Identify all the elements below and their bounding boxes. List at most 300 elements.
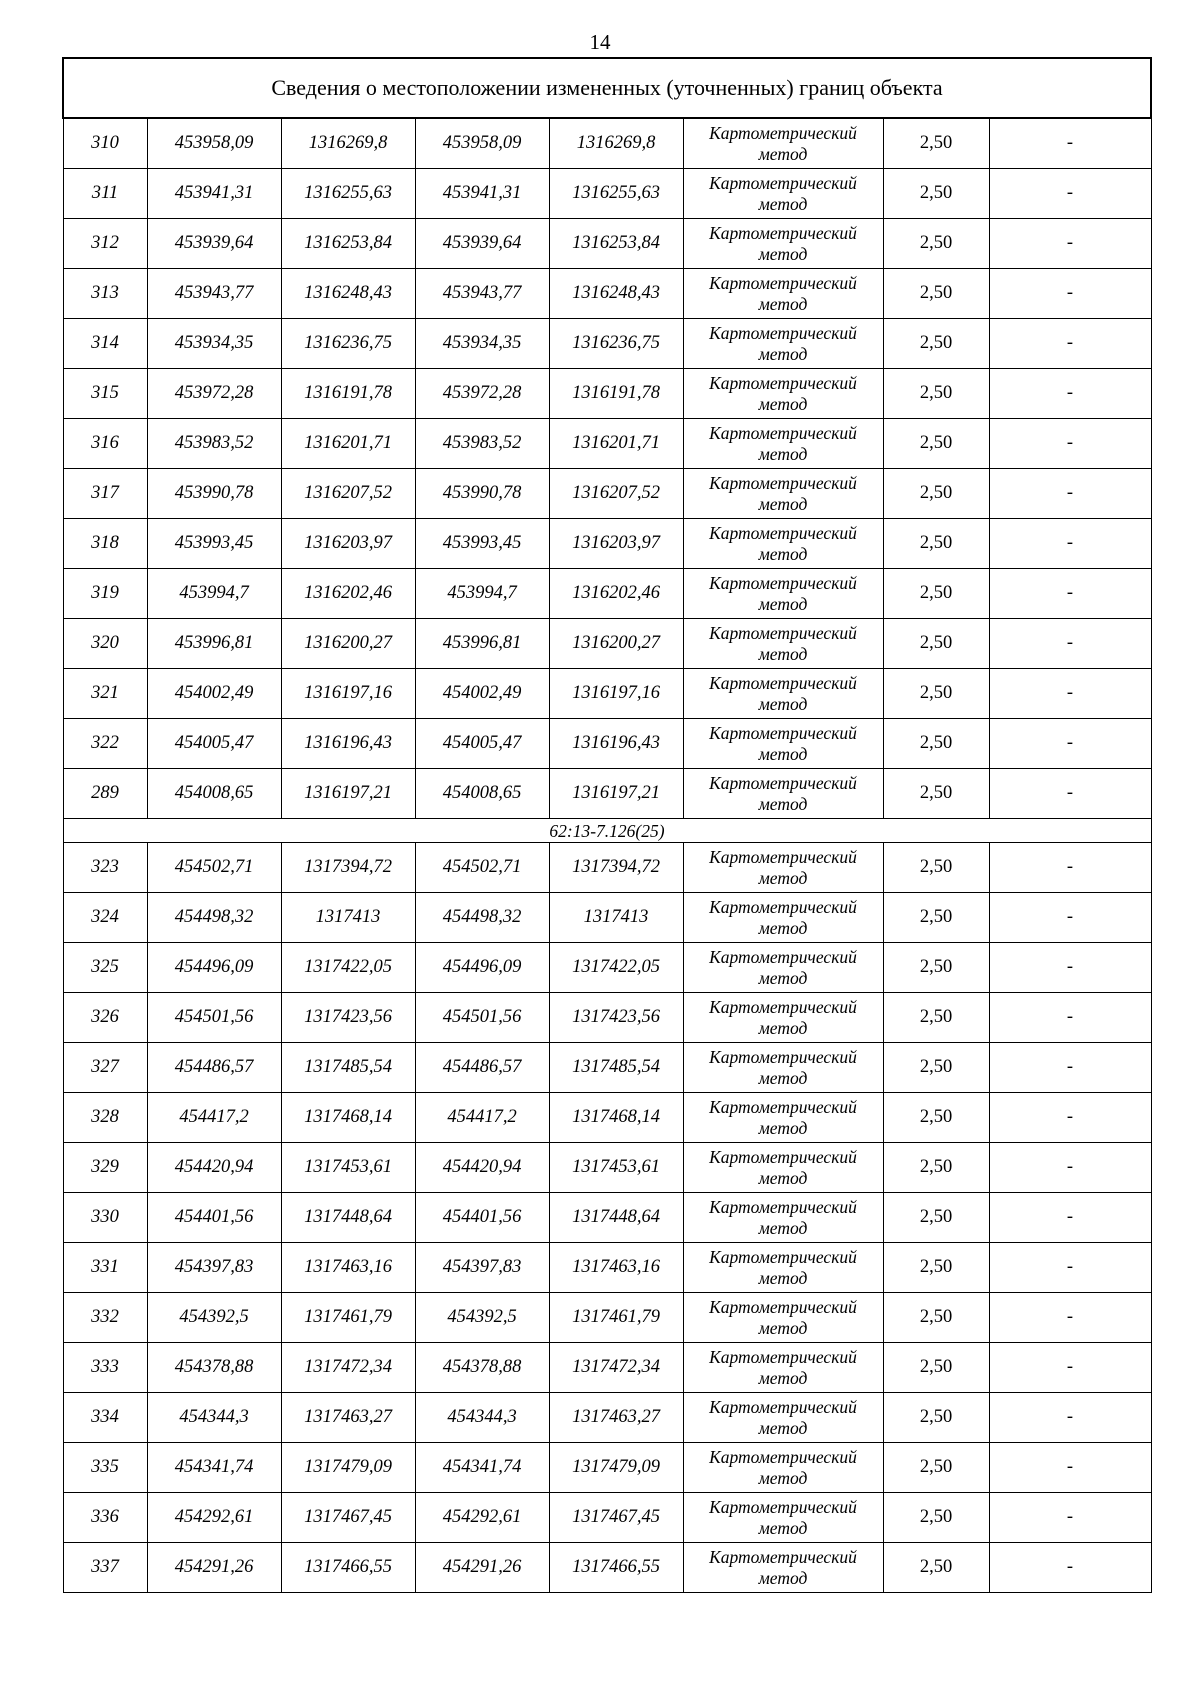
y-new-cell: 1317422,05	[549, 943, 683, 993]
method-line-1: Картометрический	[709, 1046, 857, 1067]
y-old-cell: 1316200,27	[281, 619, 415, 669]
x-new-cell: 454498,32	[415, 893, 549, 943]
method-line-2: метод	[758, 1567, 808, 1588]
note-cell: -	[989, 719, 1151, 769]
method-line-1: Картометрический	[709, 1546, 857, 1567]
method-cell	[683, 1243, 883, 1293]
method-cell	[683, 169, 883, 219]
accuracy-cell: 2,50	[883, 1143, 989, 1193]
method-cell	[683, 893, 883, 943]
method-line-1: Картометрический	[709, 1196, 857, 1217]
y-new-cell: 1317472,34	[549, 1343, 683, 1393]
accuracy-cell: 2,50	[883, 1093, 989, 1143]
method-cell	[683, 469, 883, 519]
x-new-cell: 453958,09	[415, 118, 549, 169]
x-old-cell: 453996,81	[147, 619, 281, 669]
table-row	[63, 469, 1151, 519]
note-cell: -	[989, 569, 1151, 619]
point-number-cell: 334	[63, 1393, 147, 1443]
table-row	[63, 1393, 1151, 1443]
page-number: 14	[589, 30, 611, 54]
table-row	[63, 1043, 1151, 1093]
y-old-cell: 1317466,55	[281, 1543, 415, 1593]
y-new-cell: 1317463,27	[549, 1393, 683, 1443]
point-number-cell: 330	[63, 1193, 147, 1243]
y-new-cell: 1317448,64	[549, 1193, 683, 1243]
x-old-cell: 454496,09	[147, 943, 281, 993]
point-number-cell: 322	[63, 719, 147, 769]
y-old-cell: 1316197,16	[281, 669, 415, 719]
accuracy-cell: 2,50	[883, 719, 989, 769]
method-line-2: метод	[758, 917, 808, 938]
x-new-cell: 453943,77	[415, 269, 549, 319]
x-new-cell: 454502,71	[415, 843, 549, 893]
y-new-cell: 1316196,43	[549, 719, 683, 769]
method-line-1: Картометрический	[709, 946, 857, 967]
method-line-1: Картометрический	[709, 846, 857, 867]
y-old-cell: 1317472,34	[281, 1343, 415, 1393]
method-cell	[683, 369, 883, 419]
table-row	[63, 219, 1151, 269]
method-cell	[683, 569, 883, 619]
note-cell: -	[989, 1093, 1151, 1143]
table-row	[63, 1443, 1151, 1493]
note-cell: -	[989, 843, 1151, 893]
method-cell	[683, 1543, 883, 1593]
table-row	[63, 1543, 1151, 1593]
y-new-cell: 1316248,43	[549, 269, 683, 319]
x-new-cell: 454002,49	[415, 669, 549, 719]
y-old-cell: 1316201,71	[281, 419, 415, 469]
y-new-cell: 1316269,8	[549, 118, 683, 169]
x-new-cell: 454344,3	[415, 1393, 549, 1443]
method-line-1: Картометрический	[709, 1346, 857, 1367]
x-old-cell: 453972,28	[147, 369, 281, 419]
x-old-cell: 454397,83	[147, 1243, 281, 1293]
method-line-2: метод	[758, 1317, 808, 1338]
accuracy-cell: 2,50	[883, 893, 989, 943]
table-row	[63, 1293, 1151, 1343]
point-number-cell: 310	[63, 118, 147, 169]
y-old-cell: 1317422,05	[281, 943, 415, 993]
x-old-cell: 454502,71	[147, 843, 281, 893]
x-old-cell: 453983,52	[147, 419, 281, 469]
method-cell	[683, 1143, 883, 1193]
note-cell: -	[989, 1443, 1151, 1493]
y-old-cell: 1317485,54	[281, 1043, 415, 1093]
x-old-cell: 454401,56	[147, 1193, 281, 1243]
x-new-cell: 453941,31	[415, 169, 549, 219]
table-row	[63, 1243, 1151, 1293]
y-old-cell: 1316269,8	[281, 118, 415, 169]
point-number-cell: 333	[63, 1343, 147, 1393]
method-line-2: метод	[758, 1517, 808, 1538]
point-number-cell: 319	[63, 569, 147, 619]
accuracy-cell: 2,50	[883, 369, 989, 419]
y-old-cell: 1317448,64	[281, 1193, 415, 1243]
accuracy-cell: 2,50	[883, 1343, 989, 1393]
note-cell: -	[989, 1043, 1151, 1093]
method-line-2: метод	[758, 443, 808, 464]
y-new-cell: 1316202,46	[549, 569, 683, 619]
note-cell: -	[989, 1393, 1151, 1443]
accuracy-cell: 2,50	[883, 1293, 989, 1343]
method-line-2: метод	[758, 793, 808, 814]
y-old-cell: 1317453,61	[281, 1143, 415, 1193]
note-cell: -	[989, 169, 1151, 219]
x-old-cell: 453943,77	[147, 269, 281, 319]
x-old-cell: 454392,5	[147, 1293, 281, 1343]
y-new-cell: 1316201,71	[549, 419, 683, 469]
y-new-cell: 1316236,75	[549, 319, 683, 369]
accuracy-cell: 2,50	[883, 1493, 989, 1543]
method-cell	[683, 269, 883, 319]
note-cell: -	[989, 1493, 1151, 1543]
table-row	[63, 569, 1151, 619]
y-old-cell: 1317463,16	[281, 1243, 415, 1293]
point-number-cell: 320	[63, 619, 147, 669]
method-line-1: Картометрический	[709, 1446, 857, 1467]
x-new-cell: 453972,28	[415, 369, 549, 419]
table-row	[63, 843, 1151, 893]
note-cell: -	[989, 419, 1151, 469]
table-row	[63, 369, 1151, 419]
x-old-cell: 453939,64	[147, 219, 281, 269]
method-line-2: метод	[758, 493, 808, 514]
x-new-cell: 454292,61	[415, 1493, 549, 1543]
y-old-cell: 1317463,27	[281, 1393, 415, 1443]
table-row	[63, 1493, 1151, 1543]
y-old-cell: 1316196,43	[281, 719, 415, 769]
method-line-2: метод	[758, 1017, 808, 1038]
table-row	[63, 118, 1151, 169]
y-new-cell: 1317453,61	[549, 1143, 683, 1193]
y-new-cell: 1317413	[549, 893, 683, 943]
x-new-cell: 454392,5	[415, 1293, 549, 1343]
method-line-2: метод	[758, 867, 808, 888]
accuracy-cell: 2,50	[883, 219, 989, 269]
x-new-cell: 453993,45	[415, 519, 549, 569]
note-cell: -	[989, 893, 1151, 943]
method-line-1: Картометрический	[709, 572, 857, 593]
method-cell	[683, 943, 883, 993]
note-cell: -	[989, 1543, 1151, 1593]
x-new-cell: 454397,83	[415, 1243, 549, 1293]
y-new-cell: 1317394,72	[549, 843, 683, 893]
point-number-cell: 315	[63, 369, 147, 419]
method-line-2: метод	[758, 393, 808, 414]
method-line-2: метод	[758, 193, 808, 214]
table-row	[63, 519, 1151, 569]
accuracy-cell: 2,50	[883, 619, 989, 669]
y-new-cell: 1316197,21	[549, 769, 683, 819]
method-line-1: Картометрический	[709, 1296, 857, 1317]
point-number-cell: 324	[63, 893, 147, 943]
note-cell: -	[989, 519, 1151, 569]
y-old-cell: 1317467,45	[281, 1493, 415, 1543]
method-line-2: метод	[758, 1367, 808, 1388]
accuracy-cell: 2,50	[883, 269, 989, 319]
method-cell	[683, 1043, 883, 1093]
note-cell: -	[989, 619, 1151, 669]
method-line-1: Картометрический	[709, 222, 857, 243]
x-new-cell: 454008,65	[415, 769, 549, 819]
method-line-2: метод	[758, 743, 808, 764]
x-old-cell: 454008,65	[147, 769, 281, 819]
method-line-2: метод	[758, 1267, 808, 1288]
y-new-cell: 1316203,97	[549, 519, 683, 569]
method-line-1: Картометрический	[709, 322, 857, 343]
method-line-2: метод	[758, 1167, 808, 1188]
table-row	[63, 169, 1151, 219]
method-line-2: метод	[758, 243, 808, 264]
x-new-cell: 454291,26	[415, 1543, 549, 1593]
x-new-cell: 454378,88	[415, 1343, 549, 1393]
note-cell: -	[989, 669, 1151, 719]
y-old-cell: 1316248,43	[281, 269, 415, 319]
x-new-cell: 453939,64	[415, 219, 549, 269]
group-header-row	[63, 819, 1151, 843]
method-cell	[683, 719, 883, 769]
note-cell: -	[989, 219, 1151, 269]
method-line-2: метод	[758, 593, 808, 614]
y-old-cell: 1317479,09	[281, 1443, 415, 1493]
y-old-cell: 1317394,72	[281, 843, 415, 893]
method-cell	[683, 619, 883, 669]
method-line-1: Картометрический	[709, 172, 857, 193]
method-line-2: метод	[758, 643, 808, 664]
method-line-1: Картометрический	[709, 896, 857, 917]
table-row	[63, 269, 1151, 319]
note-cell: -	[989, 469, 1151, 519]
accuracy-cell: 2,50	[883, 519, 989, 569]
y-old-cell: 1316191,78	[281, 369, 415, 419]
accuracy-cell: 2,50	[883, 1243, 989, 1293]
x-new-cell: 453994,7	[415, 569, 549, 619]
x-new-cell: 454341,74	[415, 1443, 549, 1493]
method-cell	[683, 843, 883, 893]
method-line-2: метод	[758, 1067, 808, 1088]
method-line-1: Картометрический	[709, 272, 857, 293]
y-old-cell: 1317413	[281, 893, 415, 943]
x-old-cell: 453934,35	[147, 319, 281, 369]
y-new-cell: 1316200,27	[549, 619, 683, 669]
method-line-2: метод	[758, 1467, 808, 1488]
x-old-cell: 454498,32	[147, 893, 281, 943]
table-row	[63, 893, 1151, 943]
method-line-2: метод	[758, 543, 808, 564]
point-number-cell: 331	[63, 1243, 147, 1293]
point-number-cell: 311	[63, 169, 147, 219]
accuracy-cell: 2,50	[883, 319, 989, 369]
y-old-cell: 1316207,52	[281, 469, 415, 519]
y-old-cell: 1316253,84	[281, 219, 415, 269]
x-new-cell: 454401,56	[415, 1193, 549, 1243]
x-old-cell: 453990,78	[147, 469, 281, 519]
note-cell: -	[989, 1143, 1151, 1193]
x-new-cell: 453934,35	[415, 319, 549, 369]
x-old-cell: 454341,74	[147, 1443, 281, 1493]
point-number-cell: 317	[63, 469, 147, 519]
x-old-cell: 453993,45	[147, 519, 281, 569]
method-cell	[683, 118, 883, 169]
accuracy-cell: 2,50	[883, 843, 989, 893]
method-line-1: Картометрический	[709, 522, 857, 543]
accuracy-cell: 2,50	[883, 943, 989, 993]
x-new-cell: 454486,57	[415, 1043, 549, 1093]
method-line-2: метод	[758, 693, 808, 714]
x-new-cell: 454005,47	[415, 719, 549, 769]
y-old-cell: 1316255,63	[281, 169, 415, 219]
method-cell	[683, 1093, 883, 1143]
x-old-cell: 454486,57	[147, 1043, 281, 1093]
y-new-cell: 1317466,55	[549, 1543, 683, 1593]
note-cell: -	[989, 118, 1151, 169]
accuracy-cell: 2,50	[883, 419, 989, 469]
note-cell: -	[989, 1343, 1151, 1393]
y-new-cell: 1316197,16	[549, 669, 683, 719]
y-new-cell: 1317463,16	[549, 1243, 683, 1293]
point-number-cell: 321	[63, 669, 147, 719]
accuracy-cell: 2,50	[883, 169, 989, 219]
x-old-cell: 454420,94	[147, 1143, 281, 1193]
point-number-cell: 335	[63, 1443, 147, 1493]
accuracy-cell: 2,50	[883, 769, 989, 819]
point-number-cell: 332	[63, 1293, 147, 1343]
table-title: Сведения о местоположении измененных (уточненных) границ объекта	[63, 58, 1151, 118]
accuracy-cell: 2,50	[883, 118, 989, 169]
point-number-cell: 316	[63, 419, 147, 469]
table-row	[63, 943, 1151, 993]
accuracy-cell: 2,50	[883, 1543, 989, 1593]
method-cell	[683, 993, 883, 1043]
x-new-cell: 453990,78	[415, 469, 549, 519]
x-old-cell: 454292,61	[147, 1493, 281, 1543]
note-cell: -	[989, 993, 1151, 1043]
table-title-row	[63, 58, 1151, 118]
method-line-2: метод	[758, 1417, 808, 1438]
x-old-cell: 453958,09	[147, 118, 281, 169]
accuracy-cell: 2,50	[883, 469, 989, 519]
method-line-1: Картометрический	[709, 722, 857, 743]
y-new-cell: 1316255,63	[549, 169, 683, 219]
table-row	[63, 993, 1151, 1043]
method-line-1: Картометрический	[709, 422, 857, 443]
accuracy-cell: 2,50	[883, 1393, 989, 1443]
method-line-2: метод	[758, 143, 808, 164]
x-old-cell: 454344,3	[147, 1393, 281, 1443]
x-new-cell: 454496,09	[415, 943, 549, 993]
method-line-2: метод	[758, 343, 808, 364]
method-line-1: Картометрический	[709, 1396, 857, 1417]
x-old-cell: 454005,47	[147, 719, 281, 769]
method-cell	[683, 1293, 883, 1343]
accuracy-cell: 2,50	[883, 993, 989, 1043]
y-old-cell: 1316236,75	[281, 319, 415, 369]
accuracy-cell: 2,50	[883, 1043, 989, 1093]
x-old-cell: 454002,49	[147, 669, 281, 719]
accuracy-cell: 2,50	[883, 1193, 989, 1243]
point-number-cell: 313	[63, 269, 147, 319]
table-row	[63, 1143, 1151, 1193]
note-cell: -	[989, 269, 1151, 319]
y-old-cell: 1317423,56	[281, 993, 415, 1043]
method-line-1: Картометрический	[709, 122, 857, 143]
note-cell: -	[989, 943, 1151, 993]
y-old-cell: 1317461,79	[281, 1293, 415, 1343]
table-row	[63, 719, 1151, 769]
x-new-cell: 453983,52	[415, 419, 549, 469]
point-number-cell: 329	[63, 1143, 147, 1193]
point-number-cell: 337	[63, 1543, 147, 1593]
accuracy-cell: 2,50	[883, 1443, 989, 1493]
point-number-cell: 312	[63, 219, 147, 269]
table-row	[63, 619, 1151, 669]
method-cell	[683, 219, 883, 269]
point-number-cell: 314	[63, 319, 147, 369]
point-number-cell: 289	[63, 769, 147, 819]
y-new-cell: 1316253,84	[549, 219, 683, 269]
point-number-cell: 318	[63, 519, 147, 569]
table-row	[63, 319, 1151, 369]
y-old-cell: 1316203,97	[281, 519, 415, 569]
x-new-cell: 454417,2	[415, 1093, 549, 1143]
y-old-cell: 1317468,14	[281, 1093, 415, 1143]
method-cell	[683, 1393, 883, 1443]
note-cell: -	[989, 369, 1151, 419]
method-line-1: Картометрический	[709, 1146, 857, 1167]
method-line-1: Картометрический	[709, 996, 857, 1017]
method-cell	[683, 669, 883, 719]
x-new-cell: 454501,56	[415, 993, 549, 1043]
method-cell	[683, 519, 883, 569]
method-line-1: Картометрический	[709, 622, 857, 643]
method-line-1: Картометрический	[709, 372, 857, 393]
y-new-cell: 1317461,79	[549, 1293, 683, 1343]
point-number-cell: 336	[63, 1493, 147, 1543]
method-line-1: Картометрический	[709, 472, 857, 493]
y-old-cell: 1316202,46	[281, 569, 415, 619]
table-row	[63, 1343, 1151, 1393]
method-line-2: метод	[758, 293, 808, 314]
method-line-1: Картометрический	[709, 1246, 857, 1267]
x-old-cell: 454501,56	[147, 993, 281, 1043]
method-cell	[683, 1443, 883, 1493]
y-new-cell: 1317423,56	[549, 993, 683, 1043]
point-number-cell: 327	[63, 1043, 147, 1093]
y-new-cell: 1316191,78	[549, 369, 683, 419]
y-new-cell: 1317479,09	[549, 1443, 683, 1493]
x-new-cell: 454420,94	[415, 1143, 549, 1193]
method-cell	[683, 1493, 883, 1543]
method-cell	[683, 319, 883, 369]
method-line-1: Картометрический	[709, 1496, 857, 1517]
note-cell: -	[989, 1193, 1151, 1243]
table-row	[63, 669, 1151, 719]
method-cell	[683, 1343, 883, 1393]
accuracy-cell: 2,50	[883, 669, 989, 719]
table-row	[63, 769, 1151, 819]
y-new-cell: 1317485,54	[549, 1043, 683, 1093]
method-cell	[683, 769, 883, 819]
note-cell: -	[989, 1293, 1151, 1343]
point-number-cell: 326	[63, 993, 147, 1043]
method-line-1: Картометрический	[709, 672, 857, 693]
x-new-cell: 453996,81	[415, 619, 549, 669]
table-row	[63, 419, 1151, 469]
cadastral-group-label: 62:13-7.126(25)	[63, 819, 1151, 843]
point-number-cell: 323	[63, 843, 147, 893]
